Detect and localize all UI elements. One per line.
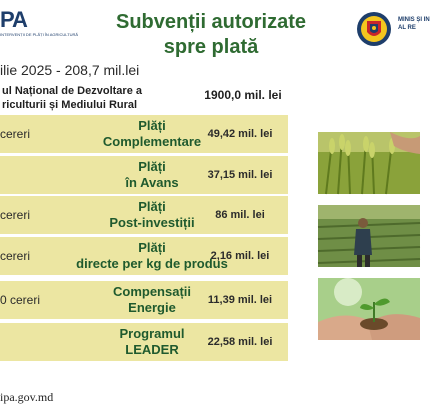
aipa-logo-subtitle: INTERVENȚII DE PLĂȚI ÎN AGRICULTURĂ	[0, 32, 79, 37]
total-summary-line: ilie 2025 - 208,7 mil.lei	[0, 62, 140, 78]
subsidy-row-directe	[0, 237, 288, 275]
program-name-line1: Programul	[119, 326, 185, 341]
aipa-logo	[0, 7, 79, 48]
wheat-photo	[318, 132, 420, 194]
requests-count: cereri	[0, 127, 31, 141]
aipa-logo-mark: PA	[0, 7, 27, 32]
program-amount: 37,15 mil. lei	[207, 169, 273, 181]
ministry-name: MINIS ȘI IN AL RE	[398, 17, 430, 31]
fund-label-line1: ul Național de Dezvoltare a	[2, 85, 142, 97]
fund-label-line2: riculturii și Mediului Rural	[2, 99, 138, 111]
requests-count: 0 cereri	[0, 293, 41, 307]
subsidy-row-avans	[0, 156, 288, 194]
seedling-hands-photo	[318, 278, 420, 340]
subsidy-row-leader	[0, 323, 288, 361]
fund-value: 1900,0 mil. lei	[204, 88, 282, 102]
subsidy-row-complementare	[0, 115, 288, 153]
farmer-field-photo	[318, 205, 420, 267]
page-title-line2: spre plată	[163, 36, 259, 58]
program-amount: 49,42 mil. lei	[207, 128, 273, 140]
program-name-line1: Plăți	[138, 240, 166, 255]
program-amount: 11,39 mil. lei	[207, 294, 273, 306]
subsidy-row-post-investitii	[0, 196, 288, 234]
moldova-coat-of-arms-icon	[356, 10, 392, 48]
program-amount: 2,16 mil. lei	[210, 250, 270, 262]
program-name-line2: Energie	[128, 300, 176, 315]
page-title-line1: Subvenții autorizate	[115, 11, 307, 33]
program-name-line2: Post-investiții	[109, 215, 195, 230]
program-name-line2: directe per kg de produs	[76, 256, 228, 271]
subsidy-row-energie	[0, 281, 288, 319]
page-title	[100, 10, 322, 60]
program-name-line1: Plăți	[138, 159, 166, 174]
program-name-line1: Compensații	[112, 284, 191, 299]
program-name-line1: Plăți	[138, 199, 166, 214]
requests-count: cereri	[0, 249, 31, 263]
program-name-line2: Complementare	[102, 134, 202, 149]
program-amount: 22,58 mil. lei	[207, 336, 273, 348]
program-amount: 86 mil. lei	[215, 209, 265, 221]
requests-count: cereri	[0, 208, 31, 222]
program-name-line1: Plăți	[138, 118, 166, 133]
program-name-line2: în Avans	[125, 175, 179, 190]
program-name-line2: LEADER	[125, 342, 179, 357]
website-link[interactable]: ipa.gov.md	[0, 390, 54, 404]
fund-label	[2, 84, 192, 112]
